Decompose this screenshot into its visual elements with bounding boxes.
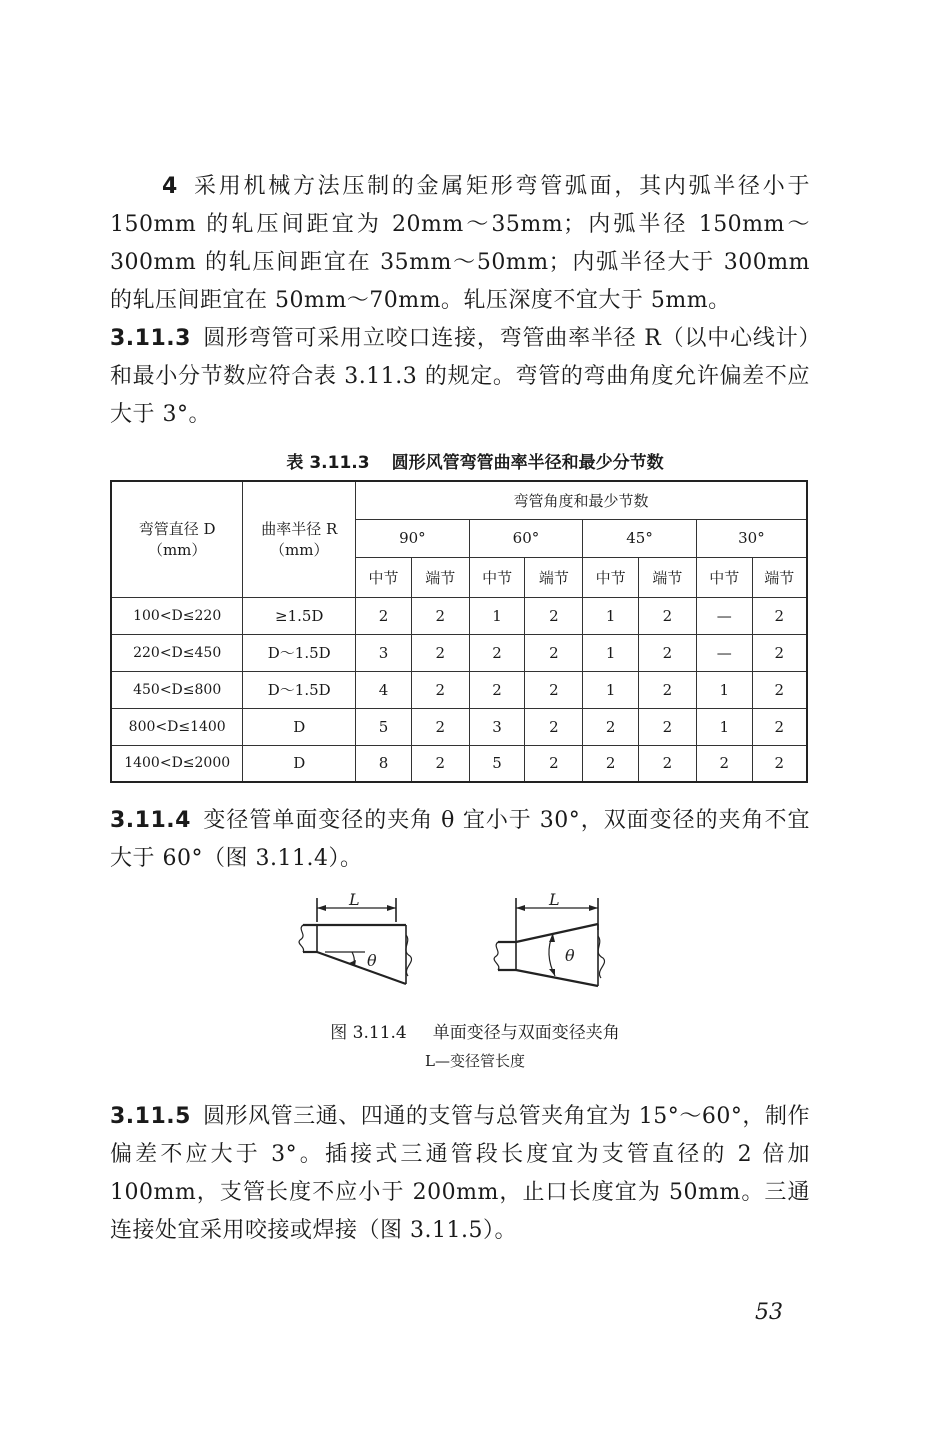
cell-count: 3 bbox=[356, 634, 412, 671]
cell-count: 1 bbox=[583, 634, 639, 671]
figure-caption-title: 单面变径与双面变径夹角 bbox=[432, 1023, 620, 1043]
header-mid: 中节 bbox=[583, 557, 639, 597]
header-mid: 中节 bbox=[696, 557, 752, 597]
cell-count: 1 bbox=[583, 671, 639, 708]
cell-radius: D～1.5D bbox=[243, 671, 356, 708]
label-L-right: L bbox=[549, 890, 560, 909]
header-angle: 90° bbox=[356, 519, 470, 557]
cell-radius: D bbox=[243, 745, 356, 782]
single-side-reducer bbox=[299, 898, 411, 984]
table-row bbox=[111, 745, 807, 782]
header-radius-unit: （mm） bbox=[270, 541, 329, 560]
cell-count: 1 bbox=[583, 597, 639, 634]
figure-caption bbox=[0, 1018, 950, 1043]
cell-count: 2 bbox=[525, 597, 583, 634]
header-diameter-label: 弯管直径 D bbox=[138, 520, 216, 539]
clause-text: 圆形弯管可采用立咬口连接，弯管曲率半径 R（以中心线计）和最小分节数应符合表 3.11.3 的规定。弯管的弯曲角度允许偏差不应大于 3°。 bbox=[110, 326, 810, 427]
page-number: 53 bbox=[755, 1300, 783, 1325]
cell-diameter: 220<D≤450 bbox=[111, 634, 243, 671]
cell-count: 2 bbox=[752, 745, 807, 782]
figure-subcaption: L—变径管长度 bbox=[425, 1052, 525, 1070]
cell-radius: D bbox=[243, 708, 356, 745]
header-radius bbox=[243, 481, 356, 597]
cell-count: — bbox=[696, 597, 752, 634]
cell-count: 2 bbox=[639, 708, 697, 745]
header-diameter-unit: （mm） bbox=[147, 541, 207, 560]
cell-count: 1 bbox=[696, 671, 752, 708]
label-L-left: L bbox=[349, 890, 360, 909]
cell-count: 8 bbox=[356, 745, 412, 782]
cell-count: 2 bbox=[639, 597, 697, 634]
cell-count: 2 bbox=[752, 708, 807, 745]
cell-count: 5 bbox=[356, 708, 412, 745]
cell-count: 2 bbox=[639, 634, 697, 671]
cell-count: 5 bbox=[469, 745, 525, 782]
cell-count: 2 bbox=[411, 634, 469, 671]
clause-text: 变径管单面变径的夹角 θ 宜小于 30°，双面变径的夹角不宜大于 60°（图 3.11.4）。 bbox=[110, 808, 810, 871]
clause-number: 3.11.5 bbox=[110, 1104, 191, 1129]
header-radius-label: 曲率半径 R bbox=[261, 520, 338, 539]
clause-number: 3.11.3 bbox=[110, 326, 191, 351]
figure-caption-number: 图 3.11.4 bbox=[330, 1023, 407, 1043]
clause-text: 圆形风管三通、四通的支管与总管夹角宜为 15°～60°，制作偏差不应大于 3°。插接式三通管段长度宜为支管直径的 2 倍加 100mm，支管长度不应小于 200mm，止口长度宜为 50mm。三通连接处宜采用咬接或焊接（图 3.11.5）。 bbox=[110, 1104, 810, 1243]
cell-radius: D～1.5D bbox=[243, 634, 356, 671]
item-number: 4 bbox=[162, 174, 178, 199]
header-end: 端节 bbox=[639, 557, 697, 597]
table-row bbox=[111, 634, 807, 671]
cell-count: 2 bbox=[525, 745, 583, 782]
spec-table bbox=[110, 480, 808, 783]
clause-number: 3.11.4 bbox=[110, 808, 191, 833]
header-diameter bbox=[111, 481, 243, 597]
cell-count: 2 bbox=[356, 597, 412, 634]
header-end: 端节 bbox=[525, 557, 583, 597]
cell-count: 1 bbox=[696, 708, 752, 745]
header-mid: 中节 bbox=[356, 557, 412, 597]
cell-count: 2 bbox=[639, 745, 697, 782]
table-caption bbox=[0, 448, 950, 473]
header-end: 端节 bbox=[411, 557, 469, 597]
cell-count: — bbox=[696, 634, 752, 671]
cell-radius: ≥1.5D bbox=[243, 597, 356, 634]
label-theta-right: θ bbox=[565, 946, 575, 965]
cell-diameter: 450<D≤800 bbox=[111, 671, 243, 708]
table-caption-number: 表 3.11.3 bbox=[286, 453, 370, 473]
cell-diameter: 1400<D≤2000 bbox=[111, 745, 243, 782]
item-text: 采用机械方法压制的金属矩形弯管弧面，其内弧半径小于 150mm 的轧压间距宜为 20mm～35mm；内弧半径 150mm～300mm 的轧压间距宜在 35mm～50mm；内弧半径大于 300mm 的轧压间距宜在 50mm～70mm。轧压深度不宜大于 5mm。 bbox=[110, 174, 810, 313]
cell-count: 2 bbox=[583, 745, 639, 782]
header-end: 端节 bbox=[752, 557, 807, 597]
cell-count: 2 bbox=[583, 708, 639, 745]
table-row bbox=[111, 671, 807, 708]
cell-count: 2 bbox=[696, 745, 752, 782]
cell-count: 2 bbox=[752, 671, 807, 708]
cell-count: 1 bbox=[469, 597, 525, 634]
clause-3-11-4 bbox=[110, 802, 810, 878]
cell-count: 3 bbox=[469, 708, 525, 745]
header-mid: 中节 bbox=[469, 557, 525, 597]
cell-count: 2 bbox=[411, 671, 469, 708]
cell-count: 2 bbox=[411, 708, 469, 745]
header-angle-group: 弯管角度和最少节数 bbox=[356, 481, 807, 519]
double-side-reducer bbox=[494, 898, 604, 986]
reducer-figure bbox=[0, 890, 950, 1000]
clause-3-11-5 bbox=[110, 1098, 810, 1250]
cell-count: 2 bbox=[469, 671, 525, 708]
table-row bbox=[111, 597, 807, 634]
cell-diameter: 100<D≤220 bbox=[111, 597, 243, 634]
clause-3-11-3 bbox=[110, 320, 810, 434]
cell-count: 2 bbox=[525, 708, 583, 745]
cell-count: 2 bbox=[752, 597, 807, 634]
cell-count: 2 bbox=[639, 671, 697, 708]
table-caption-title: 圆形风管弯管曲率半径和最少分节数 bbox=[391, 453, 664, 473]
header-angle: 45° bbox=[583, 519, 697, 557]
paragraph-item-4 bbox=[110, 168, 810, 320]
cell-count: 2 bbox=[525, 671, 583, 708]
cell-count: 2 bbox=[752, 634, 807, 671]
table-row bbox=[111, 708, 807, 745]
header-angle: 30° bbox=[696, 519, 807, 557]
cell-count: 2 bbox=[469, 634, 525, 671]
cell-diameter: 800<D≤1400 bbox=[111, 708, 243, 745]
cell-count: 2 bbox=[411, 745, 469, 782]
cell-count: 4 bbox=[356, 671, 412, 708]
cell-count: 2 bbox=[411, 597, 469, 634]
label-theta-left: θ bbox=[367, 951, 377, 970]
cell-count: 2 bbox=[525, 634, 583, 671]
header-angle: 60° bbox=[469, 519, 583, 557]
